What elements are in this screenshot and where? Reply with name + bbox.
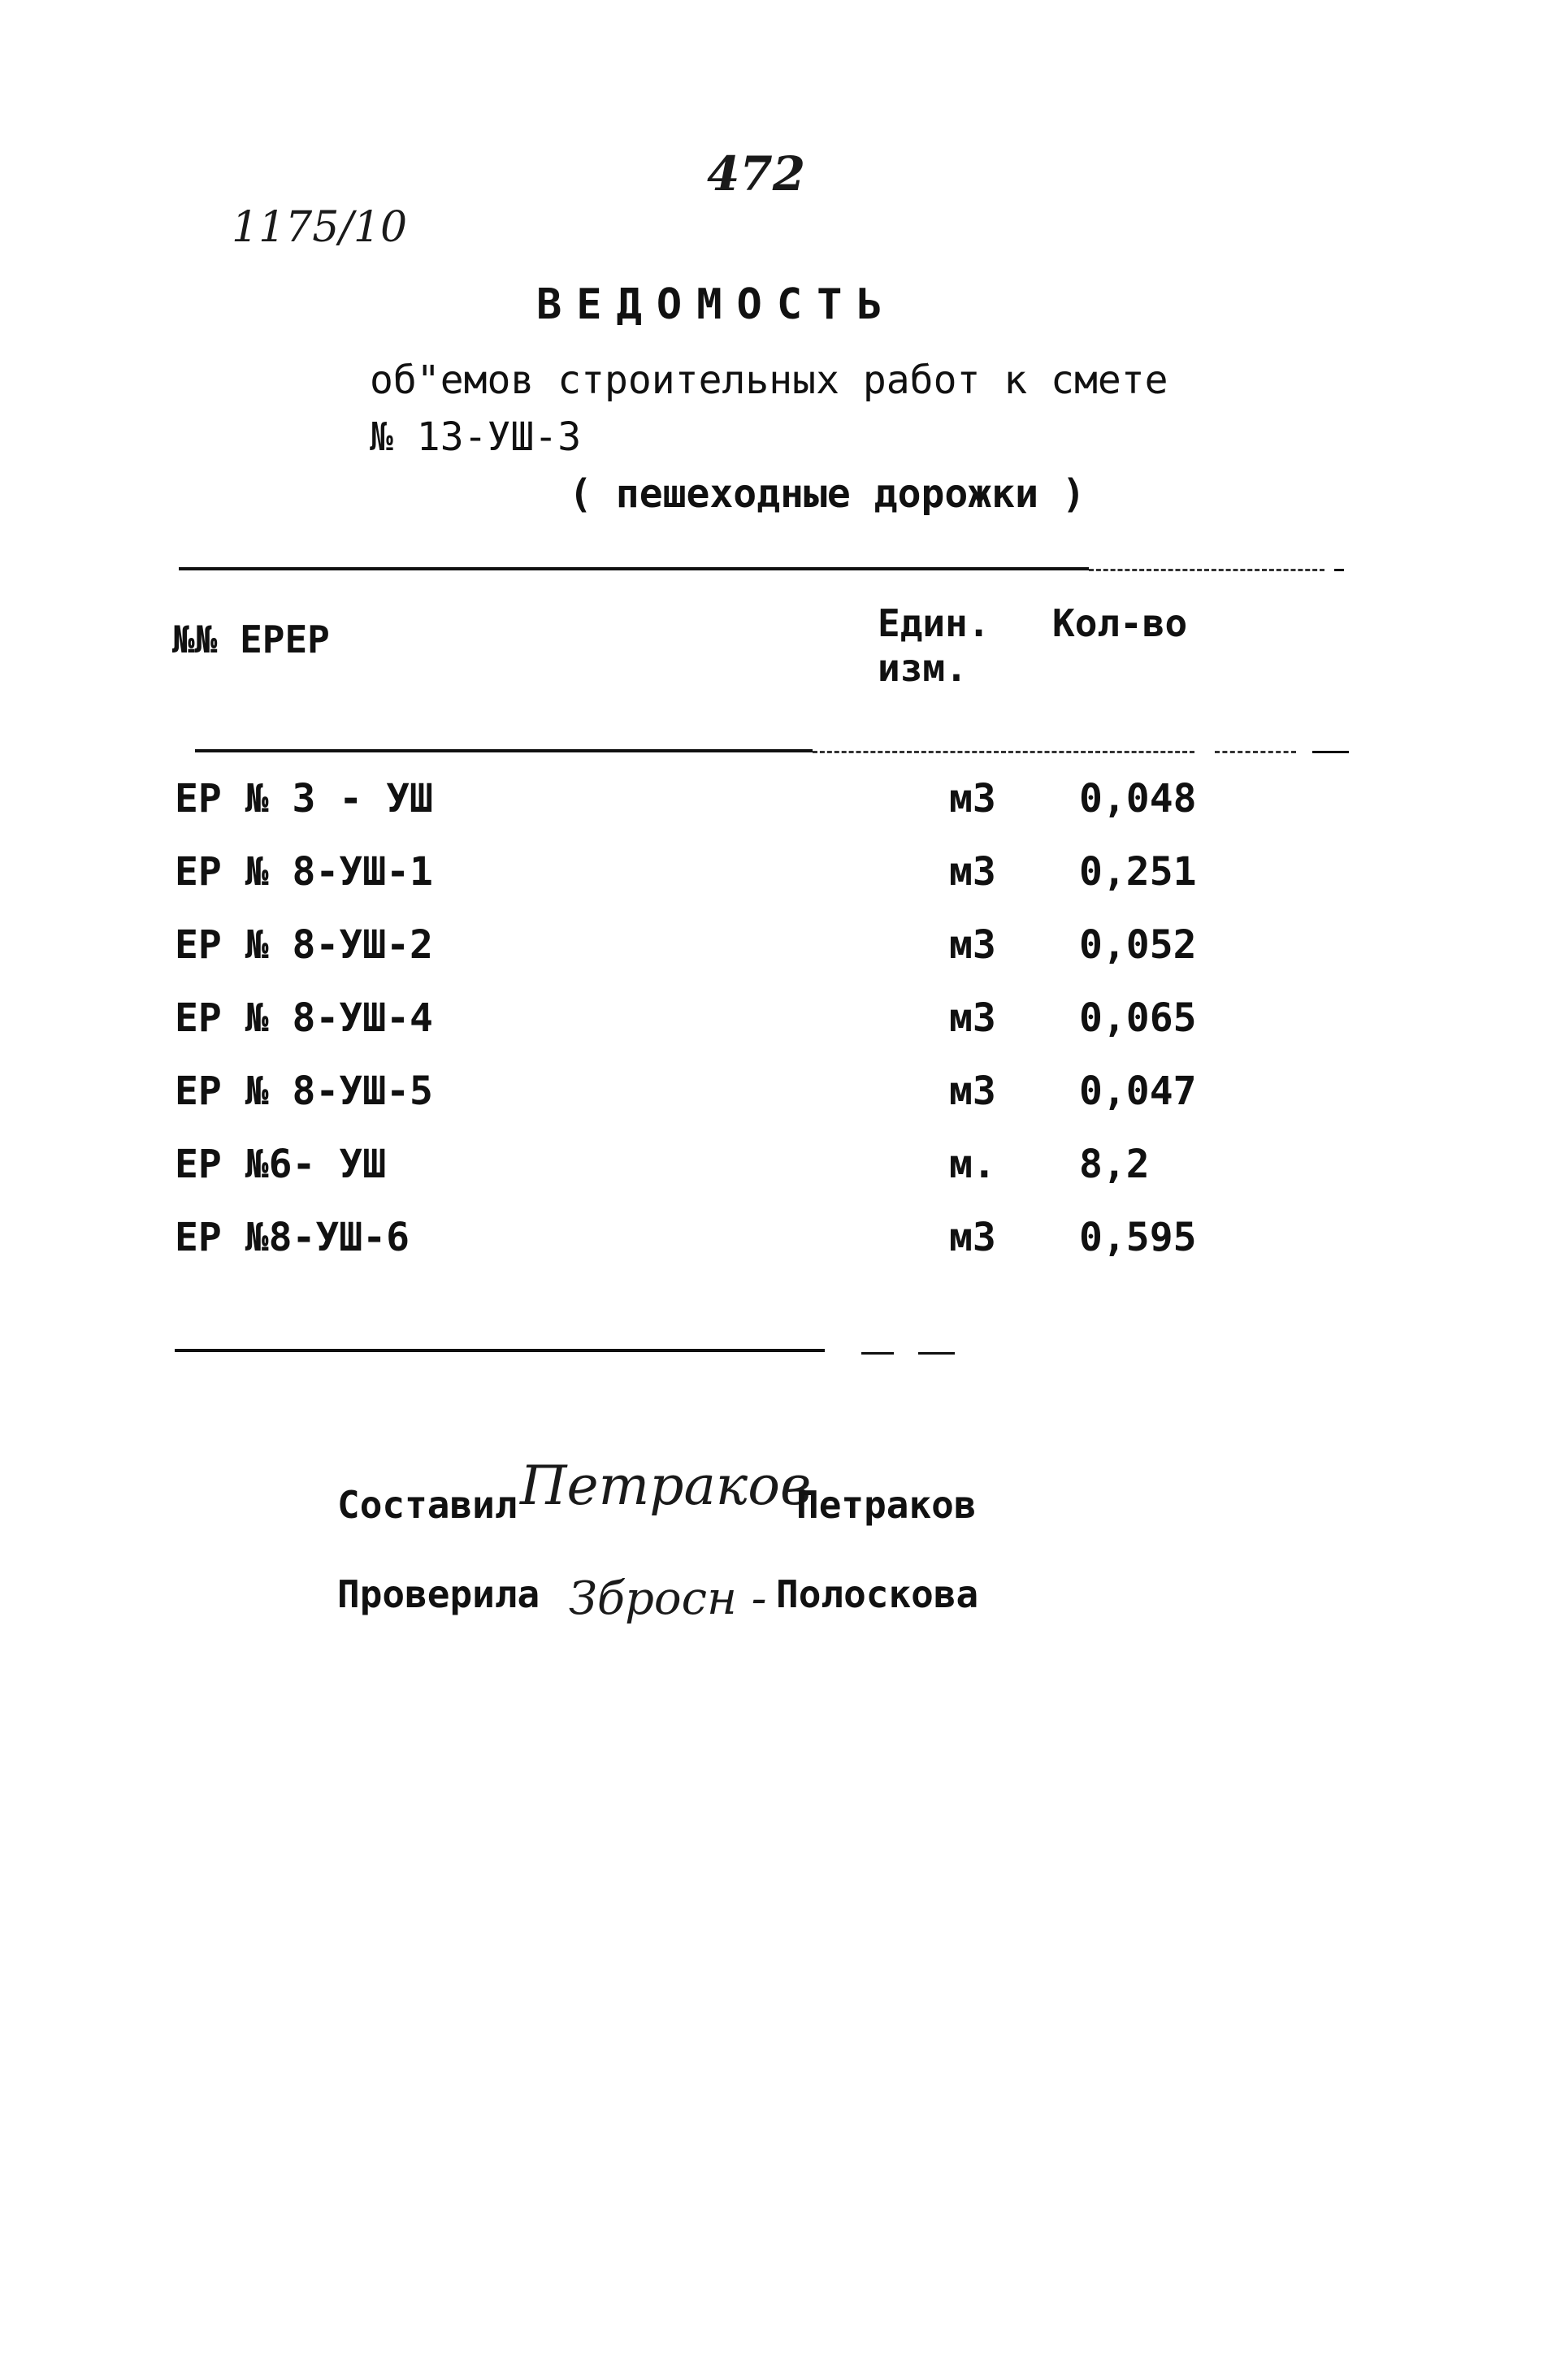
row-quantity: 8,2 bbox=[1079, 1142, 1150, 1187]
column-header-quantity: Кол-во bbox=[1052, 601, 1188, 645]
row-quantity: 0,595 bbox=[1079, 1215, 1197, 1260]
subtitle-line-2: № 13-УШ-3 bbox=[370, 414, 582, 460]
row-code: ЕР № 8-УШ-1 bbox=[175, 849, 433, 895]
column-header-unit-line-2: изм. bbox=[878, 646, 968, 690]
document-title: ВЕДОМОСТЬ bbox=[536, 280, 897, 329]
row-code: ЕР № 8-УШ-2 bbox=[175, 922, 433, 968]
page-number: 472 bbox=[707, 146, 806, 202]
table-top-rule-segment bbox=[1334, 569, 1344, 571]
subtitle-line-1: об"емов строительных работ к смете bbox=[370, 358, 1168, 403]
table-bottom-rule-segment bbox=[918, 1352, 955, 1355]
row-quantity: 0,048 bbox=[1079, 776, 1197, 822]
compiled-by-signature: Петраков bbox=[520, 1454, 812, 1517]
row-unit: м3 bbox=[949, 995, 996, 1041]
row-unit: м. bbox=[949, 1142, 996, 1187]
compiled-by-name: Петраков bbox=[796, 1483, 977, 1527]
table-bottom-rule bbox=[175, 1349, 825, 1352]
row-unit: м3 bbox=[949, 776, 996, 822]
row-unit: м3 bbox=[949, 1069, 996, 1114]
table-row bbox=[0, 849, 1565, 914]
checked-by-name: Полоскова bbox=[776, 1572, 979, 1616]
checked-by-signature: Збросн - bbox=[569, 1572, 767, 1625]
column-header-unit: Един. bbox=[878, 601, 991, 645]
row-code: ЕР №8-УШ-6 bbox=[175, 1215, 410, 1260]
row-code: ЕР №6- УШ bbox=[175, 1142, 387, 1187]
table-top-rule-segment bbox=[1089, 569, 1324, 571]
table-row bbox=[0, 1142, 1565, 1207]
table-row bbox=[0, 1215, 1565, 1280]
table-row bbox=[0, 995, 1565, 1060]
table-bottom-rule-segment bbox=[861, 1352, 894, 1355]
row-quantity: 0,047 bbox=[1079, 1069, 1197, 1114]
column-header-number: №№ ЕРЕР bbox=[172, 618, 330, 661]
header-bottom-rule bbox=[195, 749, 813, 752]
table-row bbox=[0, 922, 1565, 987]
row-code: ЕР № 8-УШ-5 bbox=[175, 1069, 433, 1114]
row-unit: м3 bbox=[949, 1215, 996, 1260]
row-quantity: 0,251 bbox=[1079, 849, 1197, 895]
checked-by-label: Проверила bbox=[337, 1572, 540, 1616]
archive-number: 1175/10 bbox=[232, 203, 408, 252]
row-unit: м3 bbox=[949, 849, 996, 895]
row-quantity: 0,052 bbox=[1079, 922, 1197, 968]
header-bottom-rule-segment bbox=[813, 751, 1194, 753]
row-code: ЕР № 3 - УШ bbox=[175, 776, 433, 822]
row-quantity: 0,065 bbox=[1079, 995, 1197, 1041]
table-row bbox=[0, 776, 1565, 841]
header-bottom-rule-segment bbox=[1215, 751, 1296, 753]
subtitle-line-3: ( пешеходные дорожки ) bbox=[569, 471, 1086, 517]
row-unit: м3 bbox=[949, 922, 996, 968]
table-top-rule bbox=[179, 567, 1089, 570]
compiled-by-label: Составил bbox=[337, 1483, 518, 1527]
table-row bbox=[0, 1069, 1565, 1134]
row-code: ЕР № 8-УШ-4 bbox=[175, 995, 433, 1041]
header-bottom-rule-segment bbox=[1312, 751, 1349, 753]
